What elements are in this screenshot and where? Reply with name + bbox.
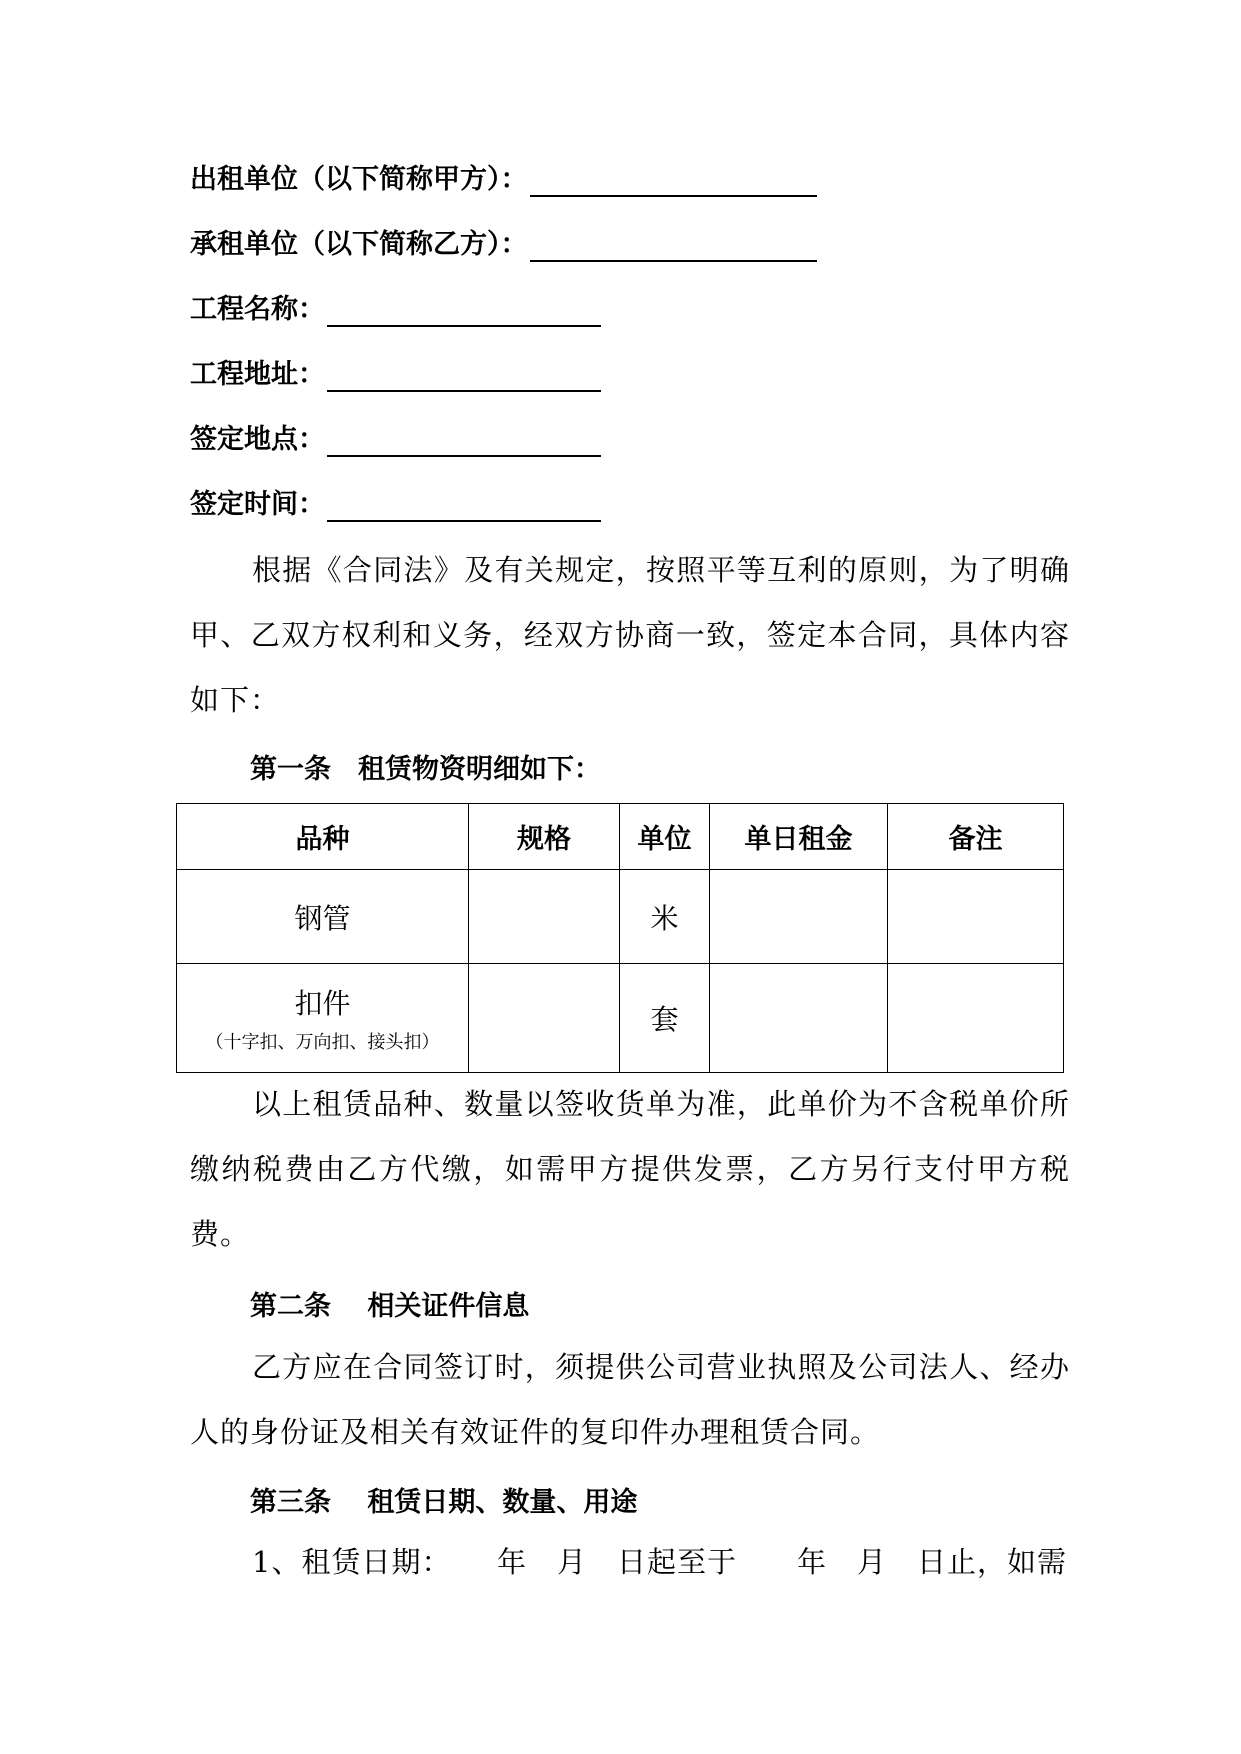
lessor-field — [190, 153, 817, 197]
variety-text: 钢管 — [294, 901, 351, 935]
cell-variety — [177, 964, 469, 1073]
article3-heading: 第三条 租赁日期、数量、用途 — [250, 1487, 638, 1518]
header-spec: 规格 — [469, 804, 620, 870]
project-name-field — [190, 283, 601, 327]
project-name-blank[interactable] — [327, 291, 601, 327]
cell-remark[interactable] — [888, 870, 1064, 964]
cell-remark[interactable] — [888, 964, 1064, 1073]
signing-date-label: 签定时间： — [190, 489, 325, 520]
cell-unit: 米 — [620, 870, 710, 964]
project-name-label: 工程名称： — [190, 294, 325, 325]
variety-text: 扣件 — [294, 987, 351, 1020]
lessee-label: 承租单位（以下简称乙方）： — [190, 229, 528, 260]
header-remark: 备注 — [888, 804, 1064, 870]
variety-note: （十字扣、万向扣、接头扣） — [205, 1032, 440, 1053]
signing-place-label: 签定地点： — [190, 424, 325, 455]
table-header-row — [177, 804, 1064, 870]
lessee-blank[interactable] — [530, 226, 817, 262]
header-daily-rent: 单日租金 — [710, 804, 888, 870]
table-row — [177, 870, 1064, 964]
cell-spec[interactable] — [469, 870, 620, 964]
project-address-blank[interactable] — [327, 356, 601, 392]
project-address-field — [190, 348, 601, 392]
cell-daily-rent[interactable] — [710, 964, 888, 1073]
article1-heading: 第一条 租赁物资明细如下： — [250, 754, 601, 785]
signing-date-blank[interactable] — [327, 486, 601, 522]
cell-variety — [177, 870, 469, 964]
cell-spec[interactable] — [469, 964, 620, 1073]
article3-item1: 1、租赁日期： 年 月 日起至于 年 月 日止，如需 — [252, 1545, 1067, 1579]
signing-place-blank[interactable] — [327, 421, 601, 457]
signing-place-field — [190, 413, 601, 457]
lessee-field — [190, 218, 817, 262]
header-unit: 单位 — [620, 804, 710, 870]
project-address-label: 工程地址： — [190, 359, 325, 390]
table-row — [177, 964, 1064, 1073]
article2-body: 乙方应在合同签订时，须提供公司营业执照及公司法人、经办人的身份证及相关有效证件的复印件办理租赁合同。 — [190, 1350, 1070, 1449]
intro-paragraph: 根据《合同法》及有关规定，按照平等互利的原则，为了明确甲、乙双方权利和义务，经双方协商一致，签定本合同，具体内容如下： — [190, 553, 1070, 717]
signing-date-field — [190, 478, 601, 522]
article2-heading: 第二条 相关证件信息 — [250, 1291, 530, 1322]
lessor-blank[interactable] — [530, 161, 817, 197]
cell-unit: 套 — [620, 964, 710, 1073]
header-variety: 品种 — [177, 804, 469, 870]
lessor-label: 出租单位（以下简称甲方）： — [190, 164, 528, 195]
rental-items-table — [176, 803, 1064, 1073]
cell-daily-rent[interactable] — [710, 870, 888, 964]
article1-after-paragraph: 以上租赁品种、数量以签收货单为准，此单价为不含税单价所缴纳税费由乙方代缴，如需甲方提供发票，乙方另行支付甲方税费。 — [190, 1087, 1070, 1251]
